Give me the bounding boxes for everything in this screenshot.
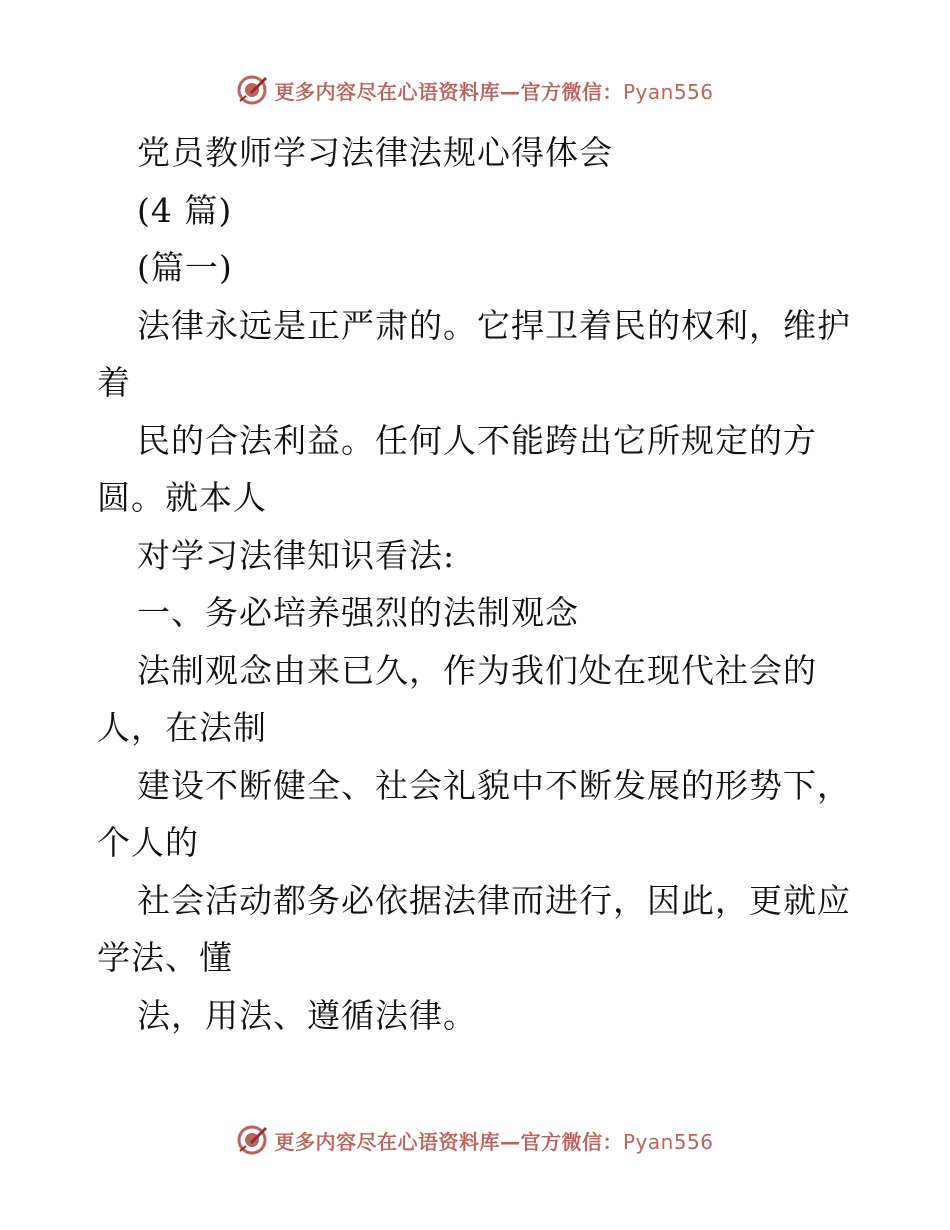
doc-line: 个人的 xyxy=(97,823,199,862)
footer-watermark-banner xyxy=(0,1120,950,1160)
doc-line: 学法、懂 xyxy=(97,938,233,977)
doc-line: 建设不断健全、社会礼貌中不断发展的形势下， xyxy=(137,765,851,805)
header-watermark-banner xyxy=(0,70,950,110)
quill-seal-icon xyxy=(236,74,268,106)
banner-text: 更多内容尽在心语资料库—官方微信：Pyan556 xyxy=(274,79,714,104)
banner-text: 更多内容尽在心语资料库—官方微信：Pyan556 xyxy=(274,1129,714,1154)
banner-account: Pyan556 xyxy=(622,79,714,104)
doc-line: 对学习法律知识看法: xyxy=(137,535,456,575)
document-body xyxy=(97,124,857,1044)
doc-line: (4 篇) xyxy=(137,190,233,230)
doc-line: 圆。就本人 xyxy=(97,478,267,517)
doc-line: 民的合法利益。任何人不能跨出它所规定的方 xyxy=(137,420,817,460)
doc-line: 法，用法、遵循法律。 xyxy=(137,995,477,1035)
doc-line: 法律永远是正严肃的。它捍卫着民的权利，维护 xyxy=(137,305,851,345)
doc-line: 人，在法制 xyxy=(97,708,267,747)
doc-line: 法制观念由来已久，作为我们处在现代社会的 xyxy=(137,650,817,690)
doc-title: 党员教师学习法律法规心得体会 xyxy=(137,133,613,172)
doc-line: 着 xyxy=(97,363,131,402)
banner-account: Pyan556 xyxy=(622,1129,714,1154)
quill-seal-icon xyxy=(236,1124,268,1156)
doc-line: 一、务必培养强烈的法制观念 xyxy=(137,593,579,632)
doc-line: 社会活动都务必依据法律而进行，因此，更就应 xyxy=(137,880,851,920)
doc-line: (篇一) xyxy=(137,248,233,287)
